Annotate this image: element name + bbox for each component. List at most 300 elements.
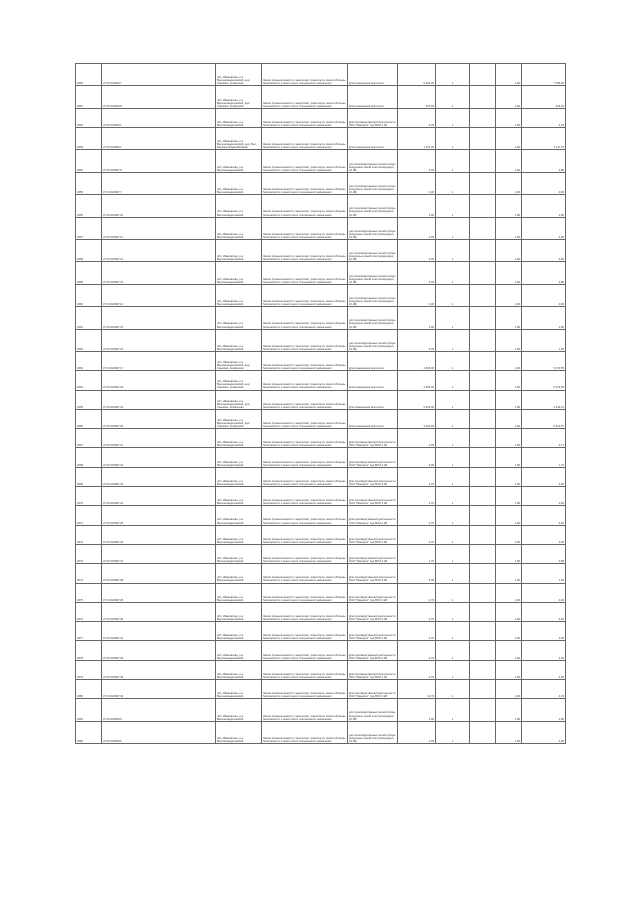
cell-rate: 1,00 (496, 351, 522, 370)
cell-share: 1 (436, 641, 470, 660)
cell-location: обл. Ивановская, р-н Верхнеландеховский (216, 307, 262, 329)
cell-share: 1 (436, 429, 470, 448)
cell-value (470, 172, 496, 194)
cell-rate: 1,00 (496, 371, 522, 390)
cell-location: обл. Ивановская, р-н Верхнеландеховский (216, 699, 262, 721)
cell-amount: 0,90 (522, 217, 566, 239)
cell-location: обл. Ивановская, р-н Верхнеландеховский (216, 172, 262, 194)
cell-cadastral-number: 37:01:010827:18 (102, 371, 216, 390)
cell-share: 1 (436, 544, 470, 563)
cell-rate: 1,00 (496, 150, 522, 172)
cell-cadastral-number: 37:01:010827:20 (102, 409, 216, 428)
cell-row-number: 3075 (76, 583, 102, 602)
cell-amount: 0,92 (522, 641, 566, 660)
cell-land-category: Земли промышленности, энергетики, транспорта, земли обороны, безопасности и земли иного специального назначения (262, 448, 348, 467)
cell-row-number: 3066 (76, 409, 102, 428)
cell-amount: 0,92 (522, 487, 566, 506)
cell-land-category: Земли промышленности, энергетики, транспорта, земли обороны, безопасности и земли иного специального назначения (262, 487, 348, 506)
cell-land-category: Земли промышленности, энергетики, транспорта, земли обороны, безопасности и земли иного специального назначения (262, 680, 348, 699)
cell-cadastral-number: 37:01:010827:11 (102, 217, 216, 239)
cell-permitted-use: Для производственной деятельности ОАО "Ивэнерго" под ВЛ-0,4 кВ (348, 583, 398, 602)
cell-row-number: 3058 (76, 240, 102, 262)
cell-land-category: Земли промышленности, энергетики, транспорта, земли обороны, безопасности и земли иного специального назначения (262, 660, 348, 679)
cell-amount: 0,90 (522, 195, 566, 217)
table-row (76, 307, 566, 329)
cell-land-category: Земли промышленности, энергетики, транспорта, земли обороны, безопасности и земли иного специального назначения (262, 622, 348, 641)
cell-permitted-use: Для производственной деятельности ОАО "Ивэнерго" под ВЛ-0,4 кВ (348, 660, 398, 679)
cell-value (470, 448, 496, 467)
cell-permitted-use: Для производственной деятельности ОАО "Ивэнерго" под ВЛ-0,4 кВ (348, 641, 398, 660)
cell-permitted-use: Для производственной деятельности ОАО "Ивэнерго" под ВЛ-0,4 кВ (348, 564, 398, 583)
cell-land-category: Земли промышленности, энергетики, транспорта, земли обороны, безопасности и земли иного специального назначения (262, 128, 348, 150)
cell-row-number: 3062 (76, 329, 102, 351)
cell-amount: 1,70 (522, 448, 566, 467)
cell-rate: 1,00 (496, 217, 522, 239)
cell-permitted-use: Для производственной деятельности ОАО "Ивэнерго" под ВЛ-0,4 кВ (348, 487, 398, 506)
cell-value (470, 284, 496, 306)
cell-amount: 1,82 (522, 329, 566, 351)
cell-rate: 1,00 (496, 506, 522, 525)
cell-area: 3,00 (398, 195, 436, 217)
cell-area: 2,00 (398, 429, 436, 448)
cell-cadastral-number: 37:01:010826:1 (102, 128, 216, 150)
cell-share: 1 (436, 602, 470, 621)
cell-location: обл. Ивановская, р-н Верхнеландеховский (216, 544, 262, 563)
cell-row-number: 3050 (76, 64, 102, 86)
cell-share: 1 (436, 351, 470, 370)
cell-permitted-use: Для размещения вертолета (348, 351, 398, 370)
cell-location: обл. Ивановская, р-н Верхнеландеховский (216, 284, 262, 306)
cell-land-category: Земли промышленности, энергетики, транспорта, земли обороны, безопасности и земли иного специального назначения (262, 544, 348, 563)
cell-amount: 0,90 (522, 240, 566, 262)
cell-area: 3,00 (398, 284, 436, 306)
cell-value (470, 150, 496, 172)
cell-rate: 1,00 (496, 622, 522, 641)
cell-cadastral-number: 37:01:010827:21 (102, 429, 216, 448)
cell-permitted-use: Для производственной деятельности ОАО "Ивэнерго" под ВЛ-0,4 кВ (348, 622, 398, 641)
cell-row-number: 3059 (76, 262, 102, 284)
cell-value (470, 329, 496, 351)
cell-area: 1 647,00 (398, 128, 436, 150)
cell-location: обл. Ивановская, р-н Верхнеландеховский (216, 583, 262, 602)
cell-permitted-use: для производственных целей (опоры воздушных линий электропередачи 10 кВ) (348, 307, 398, 329)
cell-rate: 1,00 (496, 583, 522, 602)
cell-cadastral-number: 37:01:010827:6 (102, 150, 216, 172)
cell-amount: 0,92 (522, 660, 566, 679)
cell-cadastral-number: 37:01:010827:30 (102, 602, 216, 621)
cell-amount: 0,92 (522, 583, 566, 602)
table-row (76, 622, 566, 641)
table-row (76, 351, 566, 370)
cell-row-number: 3057 (76, 217, 102, 239)
cell-row-number: 3068 (76, 448, 102, 467)
cell-share: 1 (436, 217, 470, 239)
cell-land-category: Земли промышленности, энергетики, транспорта, земли обороны, безопасности и земли иного специального назначения (262, 429, 348, 448)
cell-value (470, 195, 496, 217)
cell-amount: 644,22 (522, 86, 566, 108)
cell-location: обл. Ивановская, р-н Верхнеландеховский, дер. Смыково, Агафоново (216, 390, 262, 409)
cell-location: обл. Ивановская, р-н Верхнеландеховский (216, 721, 262, 743)
cell-cadastral-number: 37:01:010827:7 (102, 172, 216, 194)
cell-rate: 1,00 (496, 544, 522, 563)
cell-land-category: Земли промышленности, энергетики, транспорта, земли обороны, безопасности и земли иного специального назначения (262, 506, 348, 525)
cell-row-number: 3072 (76, 525, 102, 544)
cell-share: 1 (436, 525, 470, 544)
cell-permitted-use: для производственных целей (опоры воздушных линий электропередачи 10 кВ) (348, 262, 398, 284)
cell-area: 4 492,00 (398, 409, 436, 428)
cell-permitted-use: для производственных целей (опоры воздушных линий электропередачи 10 кВ) (348, 240, 398, 262)
cell-permitted-use: для производственных целей (опоры воздушных линий электропередачи 10 кВ) (348, 284, 398, 306)
cell-land-category: Земли промышленности, энергетики, транспорта, земли обороны, безопасности и земли иного специального назначения (262, 583, 348, 602)
cell-land-category: Земли промышленности, энергетики, транспорта, земли обороны, безопасности и земли иного специального назначения (262, 108, 348, 127)
cell-cadastral-number: 37:01:010827:19 (102, 390, 216, 409)
cell-rate: 1,00 (496, 602, 522, 621)
table-row (76, 409, 566, 428)
cell-row-number: 3064 (76, 371, 102, 390)
cell-row-number: 3081 (76, 699, 102, 721)
register-rows (76, 64, 566, 744)
cell-share: 1 (436, 284, 470, 306)
cell-rate: 1,00 (496, 487, 522, 506)
cell-rate: 1,00 (496, 284, 522, 306)
cell-area: 2,70 (398, 525, 436, 544)
cell-area: 1,70 (398, 544, 436, 563)
cell-permitted-use: для производственных целей (опоры воздушных линий электропередачи 10 кВ) (348, 699, 398, 721)
cell-share: 1 (436, 390, 470, 409)
cell-amount: 0,92 (522, 467, 566, 486)
cell-share: 1 (436, 583, 470, 602)
table-row (76, 329, 566, 351)
cell-area: 12,70 (398, 680, 436, 699)
cell-amount: 0,92 (522, 622, 566, 641)
cell-cadastral-number: 37:01:010827:14 (102, 284, 216, 306)
cell-value (470, 429, 496, 448)
cell-permitted-use: Для размещения вертолета (348, 390, 398, 409)
cell-value (470, 487, 496, 506)
cell-area: 3,00 (398, 150, 436, 172)
cell-permitted-use: для производственных целей (опоры воздушных линий электропередачи 10 кВ) (348, 217, 398, 239)
cell-land-category: Земли промышленности, энергетики, транспорта, земли обороны, безопасности и земли иного специального назначения (262, 150, 348, 172)
cell-value (470, 660, 496, 679)
cell-share: 1 (436, 371, 470, 390)
cell-area: 3,00 (398, 217, 436, 239)
cell-area: 2,70 (398, 487, 436, 506)
table-row (76, 108, 566, 127)
cell-land-category: Земли промышленности, энергетики, транспорта, земли обороны, безопасности и земли иного специального назначения (262, 525, 348, 544)
cell-area: 2,70 (398, 641, 436, 660)
table-row (76, 217, 566, 239)
cell-location: обл. Ивановская, р-н Верхнеландеховский (216, 448, 262, 467)
cell-permitted-use: для производственных целей (опоры воздушных линий электропередачи 10 кВ) (348, 150, 398, 172)
cell-location: обл. Ивановская, р-н Верхнеландеховский, дер. Смыково, Агафоново (216, 86, 262, 108)
cell-land-category: Земли промышленности, энергетики, транспорта, земли обороны, безопасности и земли иного специального назначения (262, 564, 348, 583)
cell-land-category: Земли промышленности, энергетики, транспорта, земли обороны, безопасности и земли иного специального назначения (262, 390, 348, 409)
cell-share: 1 (436, 307, 470, 329)
cell-area: 3,00 (398, 172, 436, 194)
table-row (76, 195, 566, 217)
cell-area: 3,00 (398, 240, 436, 262)
cell-value (470, 602, 496, 621)
table-row (76, 284, 566, 306)
cell-location: обл. Ивановская, р-н Верхнеландеховский, дер. Смыково, Агафоново (216, 409, 262, 428)
cell-value (470, 641, 496, 660)
cell-permitted-use: для производственных целей (опоры воздушных линий электропередачи 10 кВ) (348, 329, 398, 351)
cell-share: 1 (436, 195, 470, 217)
cell-area: 4 600,00 (398, 351, 436, 370)
cell-land-category: Земли промышленности, энергетики, транспорта, земли обороны, безопасности и земли иного специального назначения (262, 467, 348, 486)
cell-row-number: 3060 (76, 284, 102, 306)
cell-cadastral-number: 37:01:010827:16 (102, 329, 216, 351)
cell-location: обл. Ивановская, р-н Верхнеландеховский (216, 525, 262, 544)
cell-amount: 5 072,55 (522, 371, 566, 390)
cell-cadastral-number: 37:01:010827:33 (102, 660, 216, 679)
cell-cadastral-number: 37:01:010827:10 (102, 195, 216, 217)
cell-share: 1 (436, 329, 470, 351)
cell-location: обл. Ивановская, р-н Верхнеландеховский (216, 195, 262, 217)
cell-location: обл. Ивановская, р-н Верхнеландеховский (216, 602, 262, 621)
cell-share: 1 (436, 86, 470, 108)
cell-row-number: 3056 (76, 195, 102, 217)
cell-area: 270,00 (398, 86, 436, 108)
table-row (76, 390, 566, 409)
cell-value (470, 721, 496, 743)
cell-rate: 1,00 (496, 307, 522, 329)
cell-row-number: 3074 (76, 564, 102, 583)
cell-amount: 3 147,76 (522, 128, 566, 150)
cell-area: 3,00 (398, 307, 436, 329)
cell-rate: 1,00 (496, 240, 522, 262)
cell-land-category: Земли промышленности, энергетики, транспорта, земли обороны, безопасности и земли иного специального назначения (262, 172, 348, 194)
cell-share: 1 (436, 409, 470, 428)
cell-cadastral-number: 37:01:010827:25 (102, 506, 216, 525)
cell-row-number: 3079 (76, 660, 102, 679)
cell-location: обл. Ивановская, р-н Верхнеландеховский (216, 217, 262, 239)
table-row (76, 680, 566, 699)
cell-share: 1 (436, 487, 470, 506)
cell-permitted-use: Для производственной деятельности ОАО "Ивэнерго" под ВЛ-0,4 кВ (348, 108, 398, 127)
cell-amount: 1,84 (522, 564, 566, 583)
cell-amount: 0,90 (522, 699, 566, 721)
cell-land-category: Земли промышленности, энергетики, транспорта, земли обороны, безопасности и земли иного специального назначения (262, 195, 348, 217)
cell-amount: 0,90 (522, 284, 566, 306)
cell-rate: 1,00 (496, 390, 522, 409)
cell-value (470, 564, 496, 583)
cell-row-number: 3078 (76, 641, 102, 660)
cell-land-category: Земли промышленности, энергетики, транспорта, земли обороны, безопасности и земли иного специального назначения (262, 351, 348, 370)
cell-share: 1 (436, 448, 470, 467)
cell-row-number: 3071 (76, 506, 102, 525)
cell-permitted-use: Для производственной деятельности ОАО "Ивэнерго" под ВЛ-0,4 кВ (348, 429, 398, 448)
cell-value (470, 680, 496, 699)
table-row (76, 371, 566, 390)
cell-row-number: 3052 (76, 108, 102, 127)
cell-amount: 0,90 (522, 150, 566, 172)
cell-share: 1 (436, 721, 470, 743)
cell-value (470, 351, 496, 370)
cell-cadastral-number: 37:01:010827:29 (102, 583, 216, 602)
table-row (76, 721, 566, 743)
cell-value (470, 409, 496, 428)
cell-permitted-use: Для производственной деятельности ОАО "Ивэнерго" под ВЛ-0,4 кВ (348, 467, 398, 486)
table-row (76, 448, 566, 467)
cell-location: обл. Ивановская, р-н Верхнеландеховский, дер. Смыково, Агафоново (216, 351, 262, 370)
cell-area: 9,00 (398, 108, 436, 127)
cell-rate: 1,00 (496, 108, 522, 127)
cell-permitted-use: Для производственной деятельности ОАО "Ивэнерго" под ВЛ-0,4 кВ (348, 602, 398, 621)
cell-area: 3,00 (398, 262, 436, 284)
table-row (76, 564, 566, 583)
table-row (76, 602, 566, 621)
cell-row-number: 3054 (76, 150, 102, 172)
cell-land-category: Земли промышленности, энергетики, транспорта, земли обороны, безопасности и земли иного специального назначения (262, 371, 348, 390)
cell-land-category: Земли промышленности, энергетики, транспорта, земли обороны, безопасности и земли иного специального назначения (262, 641, 348, 660)
cell-land-category: Земли промышленности, энергетики, транспорта, земли обороны, безопасности и земли иного специального назначения (262, 64, 348, 86)
table-row (76, 699, 566, 721)
cell-row-number: 3073 (76, 544, 102, 563)
cell-location: обл. Ивановская, р-н Верхнеландеховский (216, 240, 262, 262)
cell-cadastral-number: 37:01:010823:7 (102, 64, 216, 86)
cell-area: 3,00 (398, 699, 436, 721)
table-row (76, 544, 566, 563)
cell-share: 1 (436, 172, 470, 194)
cell-cadastral-number: 37:01:010827:32 (102, 641, 216, 660)
cell-land-category: Земли промышленности, энергетики, транспорта, земли обороны, безопасности и земли иного специального назначения (262, 699, 348, 721)
cell-rate: 1,00 (496, 429, 522, 448)
cell-row-number: 3065 (76, 390, 102, 409)
cell-permitted-use: Для производственной деятельности ОАО "Ивэнерго" под ВЛ-0,4 кВ (348, 448, 398, 467)
cell-row-number: 3061 (76, 307, 102, 329)
cell-share: 1 (436, 128, 470, 150)
cell-value (470, 217, 496, 239)
cell-row-number: 3053 (76, 128, 102, 150)
cell-amount: 7 095,00 (522, 64, 566, 86)
cell-rate: 1,00 (496, 262, 522, 284)
cell-rate: 1,00 (496, 329, 522, 351)
cell-permitted-use: для производственных целей (опоры воздушных линий электропередачи 10 кВ) (348, 172, 398, 194)
cell-area: 5 610,00 (398, 390, 436, 409)
cell-cadastral-number: 37:01:010827:13 (102, 262, 216, 284)
cell-share: 1 (436, 564, 470, 583)
register-table (75, 63, 566, 744)
cell-value (470, 64, 496, 86)
cell-amount: 0,71 (522, 429, 566, 448)
cell-location: обл. Ивановская, р-н Верхнеландеховский, дер. Смыково, Агафоново (216, 64, 262, 86)
table-row (76, 150, 566, 172)
table-row (76, 583, 566, 602)
cell-amount: 0,90 (522, 172, 566, 194)
cell-row-number: 3067 (76, 429, 102, 448)
cell-rate: 1,00 (496, 721, 522, 743)
cell-permitted-use: Для размещения вертолета (348, 86, 398, 108)
cell-permitted-use: Для размещения вертолета (348, 371, 398, 390)
table-row (76, 172, 566, 194)
cell-location: обл. Ивановская, р-н Верхнеландеховский (216, 329, 262, 351)
table-row (76, 240, 566, 262)
cell-value (470, 262, 496, 284)
cell-cadastral-number: 37:01:010827:17 (102, 351, 216, 370)
cell-share: 1 (436, 622, 470, 641)
cell-rate: 1,00 (496, 564, 522, 583)
cell-location: обл. Ивановская, р-н Верхнеландеховский (216, 680, 262, 699)
cell-cadastral-number: 37:01:010824:1 (102, 108, 216, 127)
cell-permitted-use: Для размещения вертолета (348, 128, 398, 150)
cell-value (470, 128, 496, 150)
cell-amount: 0,90 (522, 721, 566, 743)
table-row (76, 467, 566, 486)
cell-amount: 0,92 (522, 602, 566, 621)
table-row (76, 128, 566, 150)
cell-share: 1 (436, 680, 470, 699)
cell-location: обл. Ивановская, р-н Верхнеландеховский (216, 262, 262, 284)
cell-amount: 0,90 (522, 307, 566, 329)
cell-row-number: 3082 (76, 721, 102, 743)
cell-amount: 5 072,55 (522, 351, 566, 370)
cell-amount: 5 421,57 (522, 409, 566, 428)
cell-area: 2,70 (398, 506, 436, 525)
cell-rate: 1,00 (496, 172, 522, 194)
cell-rate: 1,00 (496, 699, 522, 721)
cell-rate: 1,00 (496, 64, 522, 86)
cell-location: обл. Ивановская, р-н Верхнеландеховский (216, 506, 262, 525)
cell-area: 2,70 (398, 622, 436, 641)
table-row (76, 487, 566, 506)
cell-permitted-use: Для производственной деятельности ОАО "Ивэнерго" под ВЛ-0,4 кВ (348, 544, 398, 563)
cell-area: 5,00 (398, 448, 436, 467)
cell-area: 6,00 (398, 329, 436, 351)
cell-land-category: Земли промышленности, энергетики, транспорта, земли обороны, безопасности и земли иного специального назначения (262, 217, 348, 239)
cell-cadastral-number: 37:01:010827:26 (102, 525, 216, 544)
cell-amount: 4,43 (522, 108, 566, 127)
cell-value (470, 240, 496, 262)
table-row (76, 429, 566, 448)
cell-location: обл. Ивановская, р-н Верхнеландеховский (216, 641, 262, 660)
cell-permitted-use: Для производственной деятельности ОАО "Ивэнерго" под ВЛ-0,4 кВ (348, 525, 398, 544)
cell-location: обл. Ивановская, р-н Верхнеландеховский (216, 564, 262, 583)
cell-row-number: 3069 (76, 467, 102, 486)
cell-value (470, 699, 496, 721)
cell-location: обл. Ивановская, р-н Верхнеландеховский (216, 622, 262, 641)
cell-amount: 4 242,31 (522, 390, 566, 409)
cell-row-number: 3070 (76, 487, 102, 506)
cell-cadastral-number: 37:01:010827:23 (102, 467, 216, 486)
cell-area: 2,70 (398, 660, 436, 679)
cell-rate: 1,00 (496, 448, 522, 467)
cell-share: 1 (436, 660, 470, 679)
cell-area: 2,70 (398, 583, 436, 602)
cell-rate: 1,00 (496, 195, 522, 217)
table-row (76, 506, 566, 525)
cell-rate: 1,00 (496, 680, 522, 699)
cell-row-number: 3080 (76, 680, 102, 699)
cell-amount: 0,92 (522, 506, 566, 525)
cell-area: 5,40 (398, 564, 436, 583)
cell-land-category: Земли промышленности, энергетики, транспорта, земли обороны, безопасности и земли иного специального назначения (262, 721, 348, 743)
cell-area: 5 100,00 (398, 64, 436, 86)
cell-cadastral-number: 37:01:010827:22 (102, 448, 216, 467)
table-row (76, 525, 566, 544)
table-row (76, 262, 566, 284)
cell-area: 4 600,00 (398, 371, 436, 390)
cell-rate: 1,00 (496, 641, 522, 660)
cell-row-number: 3051 (76, 86, 102, 108)
cell-land-category: Земли промышленности, энергетики, транспорта, земли обороны, безопасности и земли иного специального назначения (262, 409, 348, 428)
cell-share: 1 (436, 506, 470, 525)
cell-location: обл. Ивановская, р-н Верхнеландеховский (216, 429, 262, 448)
cell-cadastral-number: 37:01:010827:34 (102, 680, 216, 699)
cell-cadastral-number: 37:01:010827:24 (102, 487, 216, 506)
cell-permitted-use: Для размещения вертолета (348, 64, 398, 86)
table-row (76, 86, 566, 108)
